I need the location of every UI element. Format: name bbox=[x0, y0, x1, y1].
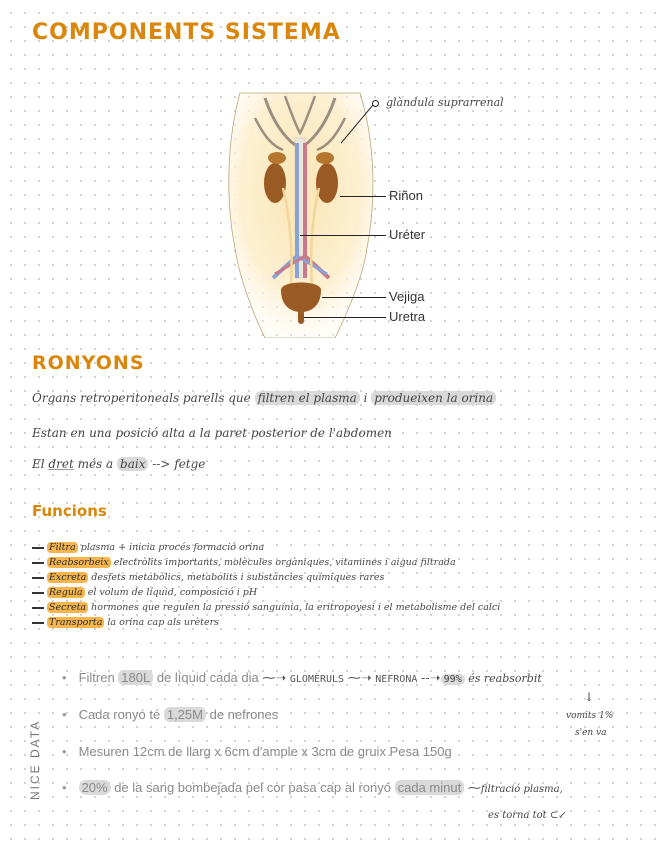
urethra-leader-line bbox=[304, 317, 386, 318]
list-item: Regula el volum de líquid, composició i pH bbox=[32, 585, 500, 600]
section-heading-funcions: Funcions bbox=[32, 502, 107, 520]
funcions-list bbox=[32, 540, 500, 630]
highlight-produeixen-orina: produeixen la orina bbox=[371, 391, 496, 405]
ureter-leader-line bbox=[300, 235, 386, 236]
list-item: Secreta hormones que regulen la pressió sanguínia, la eritropoyesi i el metabolisme del calci bbox=[32, 600, 500, 615]
label-ureter: Uréter bbox=[389, 227, 426, 242]
nice-data-row-3: • Mesuren 12cm de llarg x 6cm d'ample x 3cm de gruix Pesa 150g bbox=[62, 744, 452, 759]
ronyons-line-1: Òrgans retroperitoneals parells que filtren el plasma i produeixen la orina bbox=[32, 391, 496, 405]
list-item: Reabsorbeix electròlits importants, molècules orgàniques, vitamines i aigua filtrada bbox=[32, 555, 500, 570]
label-bladder: Vejiga bbox=[389, 289, 425, 304]
left-kidney bbox=[264, 163, 286, 203]
list-item: Transporta la orina cap als urèters bbox=[32, 615, 500, 630]
page-title: COMPONENTS SISTEMA bbox=[32, 20, 341, 45]
list-item: Filtra plasma + inicia procés formació orina bbox=[32, 540, 500, 555]
note-es-torna-tot: es torna tot ⊂↙ bbox=[488, 810, 567, 821]
nice-data-row-4: • 20% de la sang bombejada pel cor pasa cap al ronyó cada minut ⁓filtració plasma, bbox=[62, 780, 563, 795]
nice-data-row-2: • Cada ronyó té 1,25M de nefrones bbox=[62, 707, 279, 722]
section-heading-ronyons: RONYONS bbox=[32, 352, 145, 374]
kidney-leader-line bbox=[340, 196, 386, 197]
label-adrenal: glàndula suprarrenal bbox=[386, 96, 504, 109]
list-item: Excreta desfets metabòlics, metabolits i substàncies químiques rares bbox=[32, 570, 500, 585]
bladder-leader-line bbox=[322, 297, 386, 298]
nice-data-vertical-label: NICE DATA bbox=[28, 719, 42, 800]
adrenal-dot bbox=[372, 100, 379, 107]
ronyons-line-2: Estan en una posició alta a la paret posterior de l'abdomen bbox=[32, 426, 392, 440]
note-sen-va: s'en va bbox=[575, 728, 607, 738]
right-kidney bbox=[316, 163, 338, 203]
note-vomits: vomits 1% bbox=[566, 711, 614, 721]
highlight-filtren-plasma: filtren el plasma bbox=[255, 391, 360, 405]
urinary-system-diagram bbox=[215, 88, 385, 338]
nice-data-row-1: • Filtren 180L de líquid cada dia ⁓➝ GLOMÈRULS ⁓➝ NEFRONA --➝ 99% és reabsorbit bbox=[62, 670, 542, 685]
ronyons-line-3: El dret més a baix --> fetge bbox=[32, 457, 206, 471]
label-kidney: Riñon bbox=[389, 188, 423, 203]
note-arrow-down: ↓ bbox=[584, 690, 595, 704]
label-urethra: Uretra bbox=[389, 309, 426, 324]
